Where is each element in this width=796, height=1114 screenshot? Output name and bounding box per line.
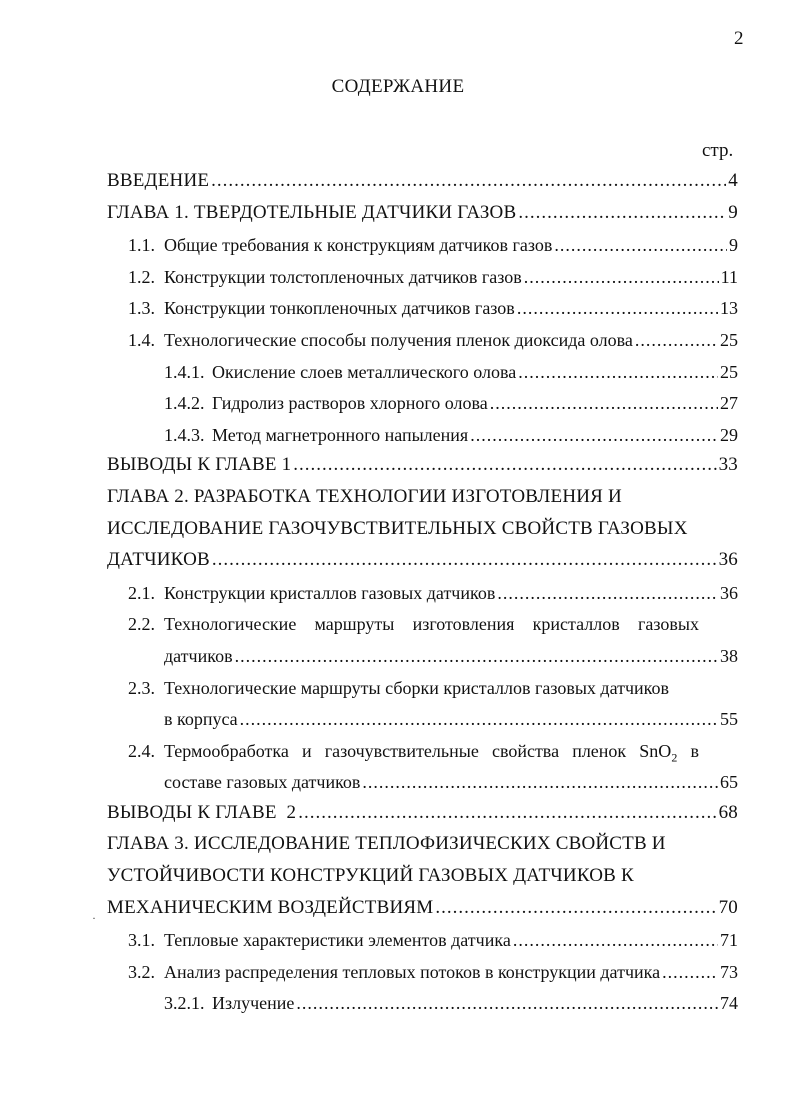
entry-page: 68 xyxy=(718,801,738,823)
entry-page: 55 xyxy=(720,709,738,730)
entry-number: 1.4.3. xyxy=(164,424,205,445)
entry-label: Технологические способы получения пленок диоксида олова xyxy=(164,329,633,350)
toc-entry-1-3 xyxy=(0,296,796,328)
entry-number: 2.2. xyxy=(128,614,155,635)
entry-label: Анализ распределения тепловых потоков в конструкции датчика xyxy=(164,961,661,982)
formula-base: SnO xyxy=(639,740,672,761)
toc-entry-intro xyxy=(0,170,796,202)
entry-label-line-1: Технологические маршруты сборки кристаллов газовых датчиков xyxy=(164,677,669,698)
dot-leader xyxy=(554,235,727,256)
word: газочувствительные xyxy=(324,740,479,761)
entry-number: 1.4. xyxy=(128,329,155,350)
dot-leader xyxy=(435,897,716,919)
dot-leader xyxy=(497,583,718,604)
entry-page: 25 xyxy=(720,361,738,382)
toc-entry-1-4-3 xyxy=(0,423,796,455)
entry-page: 33 xyxy=(718,454,738,476)
scan-speck: · xyxy=(92,911,96,925)
entry-number: 3.2. xyxy=(128,961,155,982)
dot-leader xyxy=(635,330,718,351)
dot-leader xyxy=(211,170,726,192)
entry-page: 38 xyxy=(720,645,738,666)
word: в xyxy=(690,740,699,761)
dot-leader xyxy=(470,425,718,446)
entry-label-line-2: УСТОЙЧИВОСТИ КОНСТРУКЦИЙ ГАЗОВЫХ ДАТЧИКОВ К xyxy=(107,865,634,887)
entry-number: 2.3. xyxy=(128,677,155,698)
entry-number: 2.1. xyxy=(128,582,155,603)
entry-page: 65 xyxy=(720,772,738,793)
entry-page: 11 xyxy=(720,266,738,287)
entry-label: ГЛАВА 1. ТВЕРДОТЕЛЬНЫЕ ДАТЧИКИ ГАЗОВ xyxy=(107,201,517,223)
entry-label-line-3: ДАТЧИКОВ xyxy=(107,549,210,571)
toc-entry-chapter-3 xyxy=(0,833,796,928)
toc-title: СОДЕРЖАНИЕ xyxy=(331,76,465,97)
entry-number: 3.2.1. xyxy=(164,993,205,1014)
toc-entry-1-4-1 xyxy=(0,360,796,392)
word: пленок xyxy=(572,740,627,761)
dot-leader xyxy=(212,549,717,571)
entry-label-line-2: датчиков xyxy=(164,645,233,666)
entry-label-line-1: ГЛАВА 3. ИССЛЕДОВАНИЕ ТЕПЛОФИЗИЧЕСКИХ СВОЙСТВ И xyxy=(107,833,666,855)
entry-label-line-1 xyxy=(164,741,699,766)
word: Термообработка xyxy=(164,740,289,761)
toc-entry-chapter-2 xyxy=(0,486,796,581)
entry-label: Излучение xyxy=(212,993,295,1014)
entry-page: 27 xyxy=(720,393,738,414)
entry-label: Конструкции тонкопленочных датчиков газов xyxy=(164,298,515,319)
entry-label: Гидролиз растворов хлорного олова xyxy=(212,393,488,414)
toc-entry-3-2 xyxy=(0,960,796,992)
entry-label-line-1 xyxy=(164,614,699,635)
word: газовых xyxy=(637,614,699,635)
entry-number: 3.1. xyxy=(128,930,155,951)
toc-entry-chapter-1 xyxy=(0,202,796,234)
formula-subscript: 2 xyxy=(671,750,678,765)
toc-entry-3-2-1 xyxy=(0,991,796,1023)
toc-entry-conclusions-2 xyxy=(0,802,796,834)
entry-label: Тепловые характеристики элементов датчика xyxy=(164,930,511,951)
chemical-formula xyxy=(639,741,677,766)
word: свойства xyxy=(491,740,560,761)
entry-page: 9 xyxy=(728,201,738,223)
entry-page: 4 xyxy=(728,170,738,191)
entry-number: 1.2. xyxy=(128,266,155,287)
dot-leader xyxy=(662,962,718,983)
entry-label: ВВЕДЕНИЕ xyxy=(107,170,210,191)
entry-label: Конструкции кристаллов газовых датчиков xyxy=(164,582,496,603)
toc-entry-2-1 xyxy=(0,581,796,613)
word: и xyxy=(301,740,312,761)
dot-leader xyxy=(524,267,719,288)
entry-page: 9 xyxy=(729,235,738,256)
word: кристаллов xyxy=(532,614,620,635)
entry-page: 13 xyxy=(720,298,738,319)
entry-label-line-2: ИССЛЕДОВАНИЕ ГАЗОЧУВСТВИТЕЛЬНЫХ СВОЙСТВ ГАЗОВЫХ xyxy=(107,517,688,539)
dot-leader xyxy=(298,802,716,824)
entry-label: Метод магнетронного напыления xyxy=(212,424,469,445)
entry-label: Общие требования к конструкциям датчиков газов xyxy=(164,235,553,256)
dot-leader xyxy=(240,709,718,730)
entry-number: 1.4.2. xyxy=(164,393,205,414)
dot-leader xyxy=(235,646,718,667)
page-number: 2 xyxy=(734,28,744,49)
entry-number: 2.4. xyxy=(128,740,155,761)
entry-number: 1.3. xyxy=(128,298,155,319)
entry-label: ВЫВОДЫ К ГЛАВЕ 2 xyxy=(107,801,297,823)
dot-leader xyxy=(490,393,718,414)
entry-label: Окисление слоев металлического олова xyxy=(212,361,517,382)
entry-label: ВЫВОДЫ К ГЛАВЕ 1 xyxy=(107,454,292,476)
entry-label-line-1: ГЛАВА 2. РАЗРАБОТКА ТЕХНОЛОГИИ ИЗГОТОВЛЕНИЯ И xyxy=(107,485,622,507)
entry-number: 1.1. xyxy=(128,235,155,256)
toc-entry-2-3 xyxy=(0,676,796,739)
entry-page: 25 xyxy=(720,329,738,350)
dot-leader xyxy=(296,993,718,1014)
word: Технологические xyxy=(164,614,297,635)
entry-label: Конструкции толстопленочных датчиков газов xyxy=(164,266,522,287)
dot-leader xyxy=(513,930,718,951)
word: маршруты xyxy=(314,614,395,635)
dot-leader xyxy=(518,362,718,383)
entry-page: 74 xyxy=(720,993,738,1014)
dot-leader xyxy=(517,298,718,319)
toc-entry-2-4 xyxy=(0,739,796,802)
entry-label-line-2: в корпуса xyxy=(164,709,238,730)
entry-page: 36 xyxy=(718,549,738,571)
entry-number: 1.4.1. xyxy=(164,361,205,382)
toc-entry-conclusions-1 xyxy=(0,454,796,486)
word: изготовления xyxy=(412,614,515,635)
dot-leader xyxy=(362,772,718,793)
toc-entry-3-1 xyxy=(0,928,796,960)
entry-page: 70 xyxy=(718,896,738,918)
page-column-label: стр. xyxy=(702,140,734,161)
entry-page: 29 xyxy=(720,424,738,445)
toc-entry-2-2 xyxy=(0,612,796,675)
entry-page: 36 xyxy=(720,582,738,603)
toc-entry-1-2 xyxy=(0,265,796,297)
entry-page: 71 xyxy=(720,930,738,951)
toc-entry-1-1 xyxy=(0,233,796,265)
dot-leader xyxy=(293,454,716,476)
toc-entry-1-4 xyxy=(0,328,796,360)
entry-label-line-2: составе газовых датчиков xyxy=(164,772,361,793)
dot-leader xyxy=(518,202,726,224)
table-of-contents xyxy=(0,170,796,1023)
toc-entry-1-4-2 xyxy=(0,391,796,423)
entry-label-line-3: МЕХАНИЧЕСКИМ ВОЗДЕЙСТВИЯМ xyxy=(107,896,434,918)
entry-page: 73 xyxy=(720,961,738,982)
